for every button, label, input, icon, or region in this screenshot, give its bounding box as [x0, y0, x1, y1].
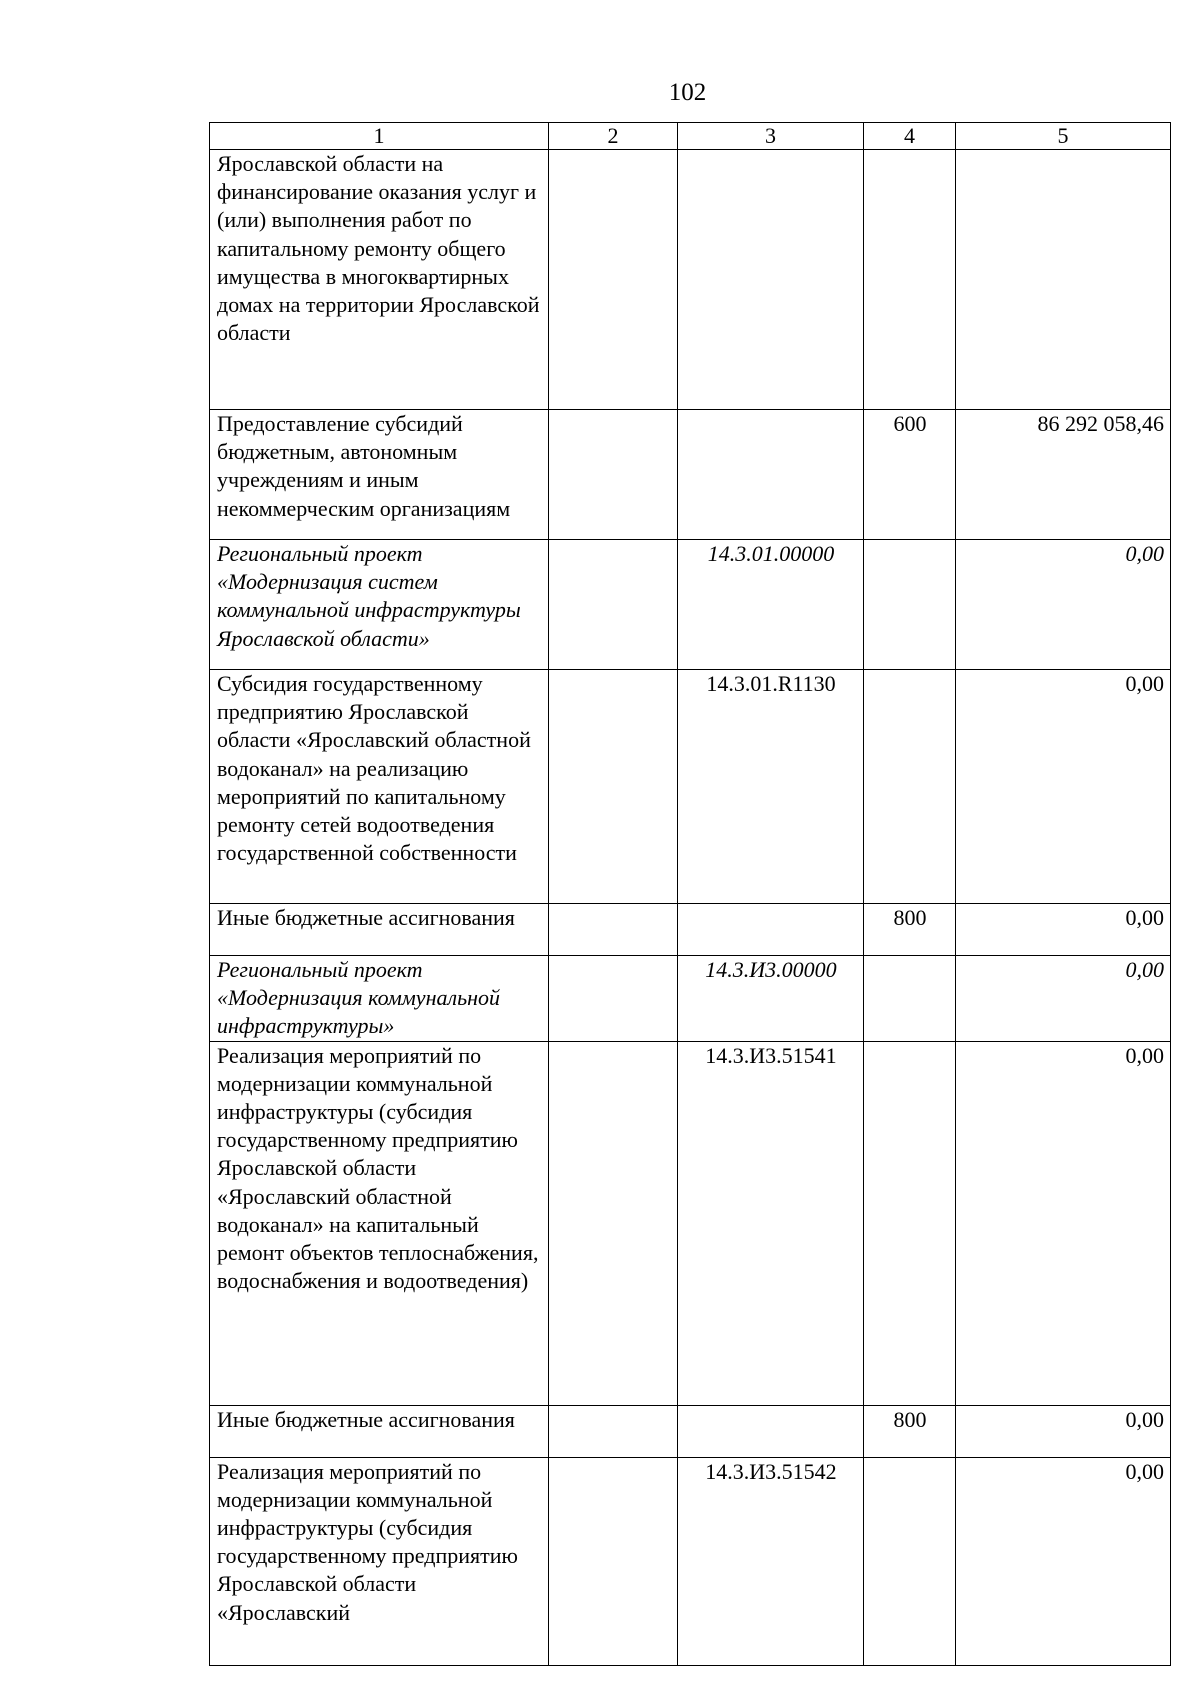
row-kvr-cell: [864, 540, 956, 670]
table-body: [210, 150, 1171, 1666]
row-code-cell: [678, 410, 864, 540]
row-name-cell: Субсидия государственному предприятию Ярославской области «Ярославский областной водоканал» на реализацию мероприятий по капитальному ремонту сетей водоотведения государственной собственности: [210, 670, 549, 904]
row-code-cell: 14.3.01.R1130: [678, 670, 864, 904]
row-kvr-cell: 800: [864, 1405, 956, 1457]
row-name-cell: Предоставление субсидий бюджетным, автономным учреждениям и иным некоммерческим организациям: [210, 410, 549, 540]
table-row: [210, 956, 1171, 1042]
row-amount-cell: 0,00: [956, 1041, 1171, 1405]
table-row: [210, 1405, 1171, 1457]
row-name-cell: Ярославской области на финансирование оказания услуг и (или) выполнения работ по капитальному ремонту общего имущества в многоквартирных домах на территории Ярославской области: [210, 150, 549, 410]
row-col2-cell: [549, 904, 678, 956]
row-name-cell: Региональный проект «Модернизация систем коммунальной инфраструктуры Ярославской области»: [210, 540, 549, 670]
row-kvr-cell: [864, 150, 956, 410]
row-code-cell: [678, 1405, 864, 1457]
table-row: [210, 150, 1171, 410]
row-kvr-cell: 600: [864, 410, 956, 540]
table-row: [210, 540, 1171, 670]
row-col2-cell: [549, 670, 678, 904]
row-name-cell: Реализация мероприятий по модернизации коммунальной инфраструктуры (субсидия государственному предприятию Ярославской области «Ярославский: [210, 1457, 549, 1665]
row-amount-cell: 0,00: [956, 956, 1171, 1042]
row-col2-cell: [549, 956, 678, 1042]
column-header-3: 3: [678, 123, 864, 150]
row-amount-cell: 86 292 058,46: [956, 410, 1171, 540]
row-name-cell: Реализация мероприятий по модернизации коммунальной инфраструктуры (субсидия государственному предприятию Ярославской области «Ярославский областной водоканал» на капитальный ремонт объектов теплоснабжения, водоснабжения и водоотведения): [210, 1041, 549, 1405]
row-kvr-cell: 800: [864, 904, 956, 956]
budget-table: [209, 122, 1171, 1666]
page-number: 102: [668, 79, 707, 106]
table-row: [210, 410, 1171, 540]
column-header-1: 1: [210, 123, 549, 150]
table-row: [210, 1041, 1171, 1405]
table-row: [210, 1457, 1171, 1665]
row-amount-cell: [956, 150, 1171, 410]
row-name-cell: Иные бюджетные ассигнования: [210, 1405, 549, 1457]
row-amount-cell: 0,00: [956, 904, 1171, 956]
row-col2-cell: [549, 540, 678, 670]
row-amount-cell: 0,00: [956, 1405, 1171, 1457]
row-name-cell: Региональный проект «Модернизация коммунальной инфраструктуры»: [210, 956, 549, 1042]
row-kvr-cell: [864, 1041, 956, 1405]
row-col2-cell: [549, 150, 678, 410]
row-col2-cell: [549, 410, 678, 540]
row-name-cell: Иные бюджетные ассигнования: [210, 904, 549, 956]
column-header-5: 5: [956, 123, 1171, 150]
row-code-cell: 14.3.И3.51542: [678, 1457, 864, 1665]
row-code-cell: 14.3.И3.00000: [678, 956, 864, 1042]
row-kvr-cell: [864, 670, 956, 904]
column-header-4: 4: [864, 123, 956, 150]
table-row: [210, 670, 1171, 904]
table-row: [210, 904, 1171, 956]
row-amount-cell: 0,00: [956, 670, 1171, 904]
row-kvr-cell: [864, 1457, 956, 1665]
row-col2-cell: [549, 1405, 678, 1457]
row-code-cell: [678, 904, 864, 956]
table-header-row: [210, 123, 1171, 150]
row-code-cell: 14.3.И3.51541: [678, 1041, 864, 1405]
column-header-2: 2: [549, 123, 678, 150]
row-amount-cell: 0,00: [956, 540, 1171, 670]
row-kvr-cell: [864, 956, 956, 1042]
row-code-cell: [678, 150, 864, 410]
row-amount-cell: 0,00: [956, 1457, 1171, 1665]
row-col2-cell: [549, 1041, 678, 1405]
row-code-cell: 14.3.01.00000: [678, 540, 864, 670]
row-col2-cell: [549, 1457, 678, 1665]
